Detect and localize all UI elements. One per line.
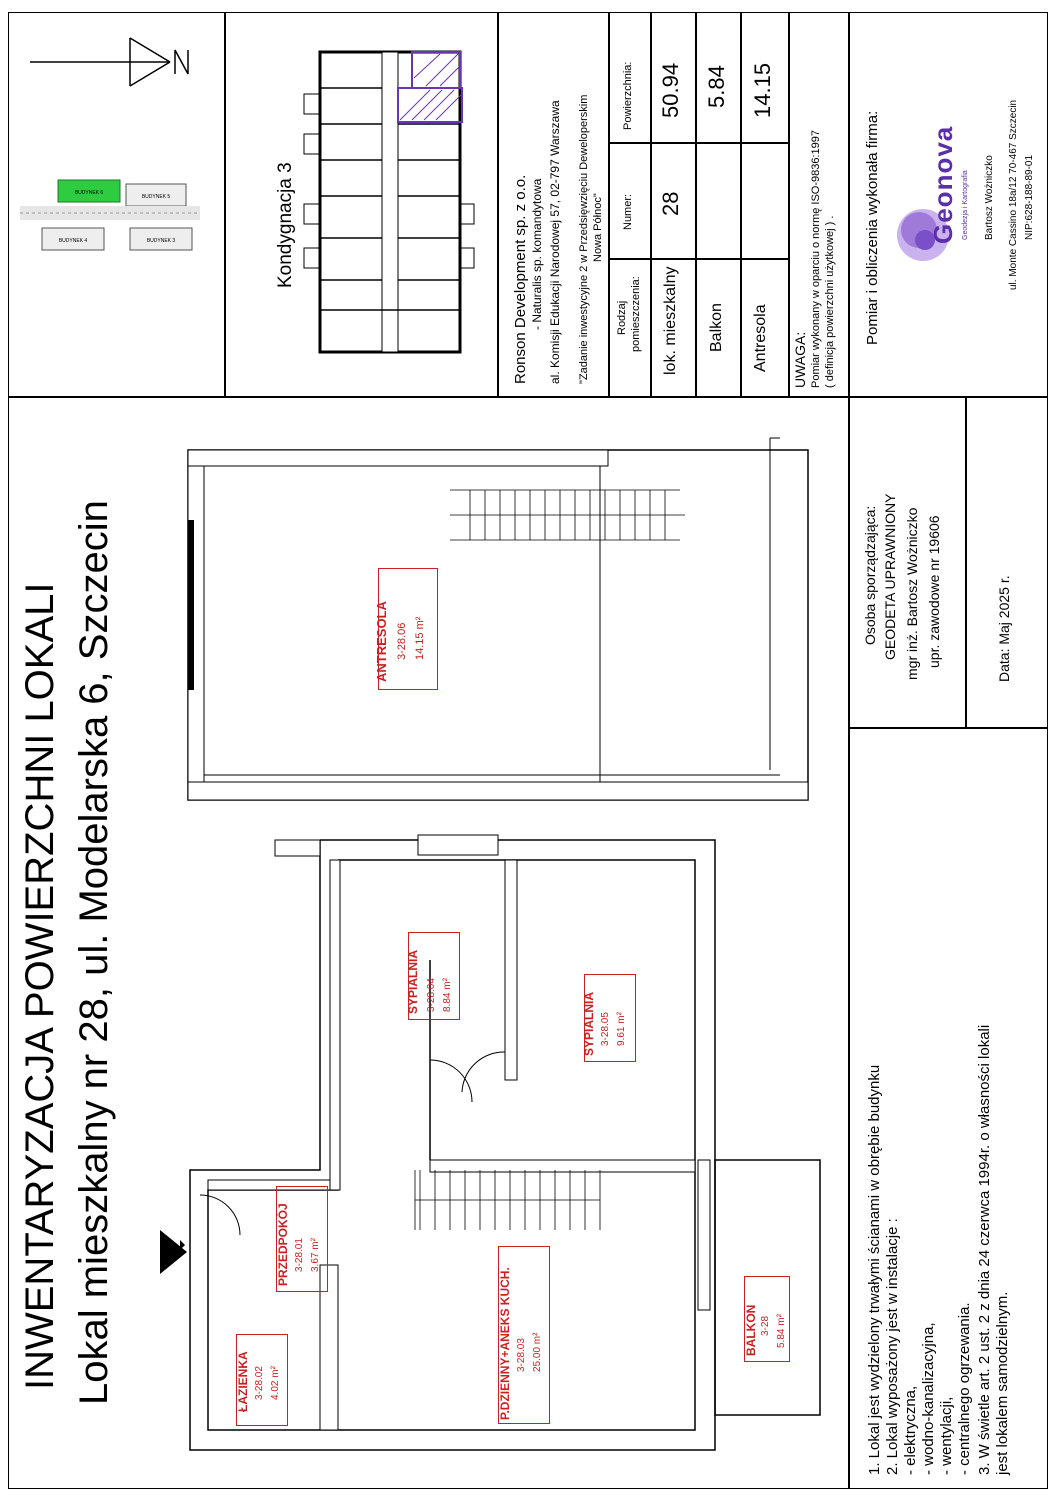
- north-arrow-icon: [20, 30, 190, 90]
- divider-surveyor: [848, 727, 1048, 729]
- room-code: 3-28: [760, 1315, 771, 1336]
- table-cell-area: 14.15: [750, 62, 775, 118]
- room-name: ŁAZIENKA: [236, 1351, 250, 1412]
- minimap-label: BUDYNEK 4: [58, 238, 88, 244]
- table-row-line: [650, 12, 652, 397]
- note-line2: ( definicja powierzchni użytkowej ) .: [824, 215, 836, 388]
- unit-highlight: [398, 88, 462, 122]
- room-area: 8.84 m²: [442, 978, 453, 1012]
- room-area: 14.15 m²: [414, 616, 426, 660]
- note-line1: Pomiar wykonany w oparciu o normę ISO-9836:1997: [810, 129, 822, 388]
- page-title: INWENTARYZACJA POWIERZCHNI LOKALI: [18, 582, 62, 1390]
- room-name: P.DZIENNY+ANEKS KUCH.: [498, 1267, 512, 1420]
- page-subtitle: Lokal mieszkalny nr 28, ul. Modelarska 6, Szczecin: [72, 500, 116, 1405]
- table-col-line: [608, 258, 788, 260]
- table-row-line: [695, 12, 697, 397]
- company-owner: Bartosz Wożniczko: [984, 155, 995, 240]
- room-area: 3.67 m²: [310, 1238, 321, 1272]
- minimap-label: BUDYNEK 5: [141, 194, 171, 200]
- company-logo: Geonova: [928, 125, 958, 244]
- room-code: 3-28.06: [396, 622, 408, 660]
- table-row-line: [740, 12, 742, 397]
- table-cell-type: lok. mieszkalny: [662, 266, 679, 375]
- note-item: jest lokalem samodzielnym.: [994, 1291, 1011, 1475]
- room-name: BALKON: [744, 1304, 758, 1356]
- company-logo-sub: Geodezja i Kartografia: [962, 170, 969, 240]
- company-heading: Pomiar i obliczenia wykonała firma:: [864, 110, 881, 345]
- table-cell-type: Antresola: [752, 304, 769, 372]
- surveyor-label: Osoba sporządzająca:: [862, 505, 878, 645]
- note-item: 3. W świetle art. 2 ust. 2 z dnia 24 czerwca 1994r. o własności lokali: [976, 1024, 993, 1475]
- project-line2: Nowa Północ": [592, 193, 604, 262]
- room-code: 3-28.03: [516, 1338, 527, 1372]
- table-cell-area: 5.84: [704, 65, 729, 108]
- room-name: PRZEDPOKÓJ: [276, 1203, 290, 1286]
- developer-name: Ronson Development sp. z o.o.: [512, 174, 529, 384]
- divider-project: [608, 12, 610, 397]
- room-code: 3-28.01: [294, 1238, 305, 1272]
- table-header-numer: Numer:: [622, 193, 634, 230]
- table-header-area: Powierzchnia:: [622, 61, 634, 130]
- surveyor-name: mgr inż. Bartosz Wożniczko: [904, 507, 920, 680]
- floor-key-plan: [300, 48, 480, 358]
- table-cell-number: 28: [658, 191, 683, 216]
- developer-line2: - Naturalis sp. komandytowa: [530, 178, 544, 330]
- room-code: 3-28.02: [254, 1366, 265, 1400]
- note-label: UWAGA:: [792, 331, 808, 388]
- room-area: 9.61 m²: [616, 1012, 627, 1046]
- room-area: 4.02 m²: [270, 1366, 281, 1400]
- mezzanine-plan: [180, 430, 810, 810]
- table-row-line: [788, 12, 790, 397]
- floor-label: Kondygnacja 3: [275, 162, 296, 288]
- minimap-label: BUDYNEK 6: [74, 190, 104, 196]
- note-item: 2. Lokal wyposażony jest w instalacje :: [884, 1218, 901, 1475]
- surveyor-license: upr. zawodowe nr 19606: [926, 515, 942, 668]
- header-divider: [8, 396, 1048, 398]
- table-col-line: [608, 142, 788, 144]
- company-nip: NIP:628-188-89-01: [1024, 154, 1035, 240]
- room-name: ANTRESOLA: [374, 601, 389, 682]
- entry-arrow-icon: [155, 1220, 195, 1280]
- room-area: 25.00 m²: [532, 1332, 543, 1372]
- note-item: 1. Lokal jest wydzielony trwałymi ścianami w obrębie budynku: [866, 1064, 883, 1475]
- room-name: SYPIALNIA: [582, 991, 596, 1056]
- room-code: 3-28.05: [600, 1012, 611, 1046]
- surveyor-title: GEODETA UPRAWNIONY: [882, 493, 898, 660]
- project-line1: "Zadanie inwestycyjne 2 w Przedsięwzięciu Deweloperskim: [578, 94, 590, 384]
- note-item: - wodno-kanalizacyjna,: [920, 1322, 937, 1475]
- note-item: - wentylacji,: [938, 1396, 955, 1475]
- divider-company: [848, 12, 850, 1489]
- table-cell-type: Balkon: [708, 303, 725, 352]
- table-header-rodzaj: pomieszczenia:: [630, 276, 642, 352]
- table-header-rodzaj: Rodzaj: [616, 300, 628, 335]
- table-cell-area: 50.94: [658, 62, 683, 118]
- divider-surveyor-inner: [965, 397, 967, 727]
- site-minimap: [18, 170, 202, 260]
- divider-minimap: [224, 12, 226, 397]
- room-area: 5.84 m²: [776, 1314, 787, 1348]
- minimap-label: BUDYNEK 3: [146, 238, 176, 244]
- room-name: SYPIALNIA: [406, 949, 420, 1014]
- survey-date: Data: Maj 2025 r.: [996, 575, 1012, 682]
- company-address: ul. Monte Cassino 18a/12 70-467 Szczecin: [1008, 99, 1019, 290]
- divider-developer: [497, 12, 499, 397]
- room-code: 3-28.04: [426, 978, 437, 1012]
- developer-address: al. Komisji Edukacji Narodowej 57, 02-797 Warszawa: [548, 100, 562, 384]
- note-item: - elektryczna,: [902, 1385, 919, 1475]
- note-item: - centralnego ogrzewania.: [956, 1302, 973, 1475]
